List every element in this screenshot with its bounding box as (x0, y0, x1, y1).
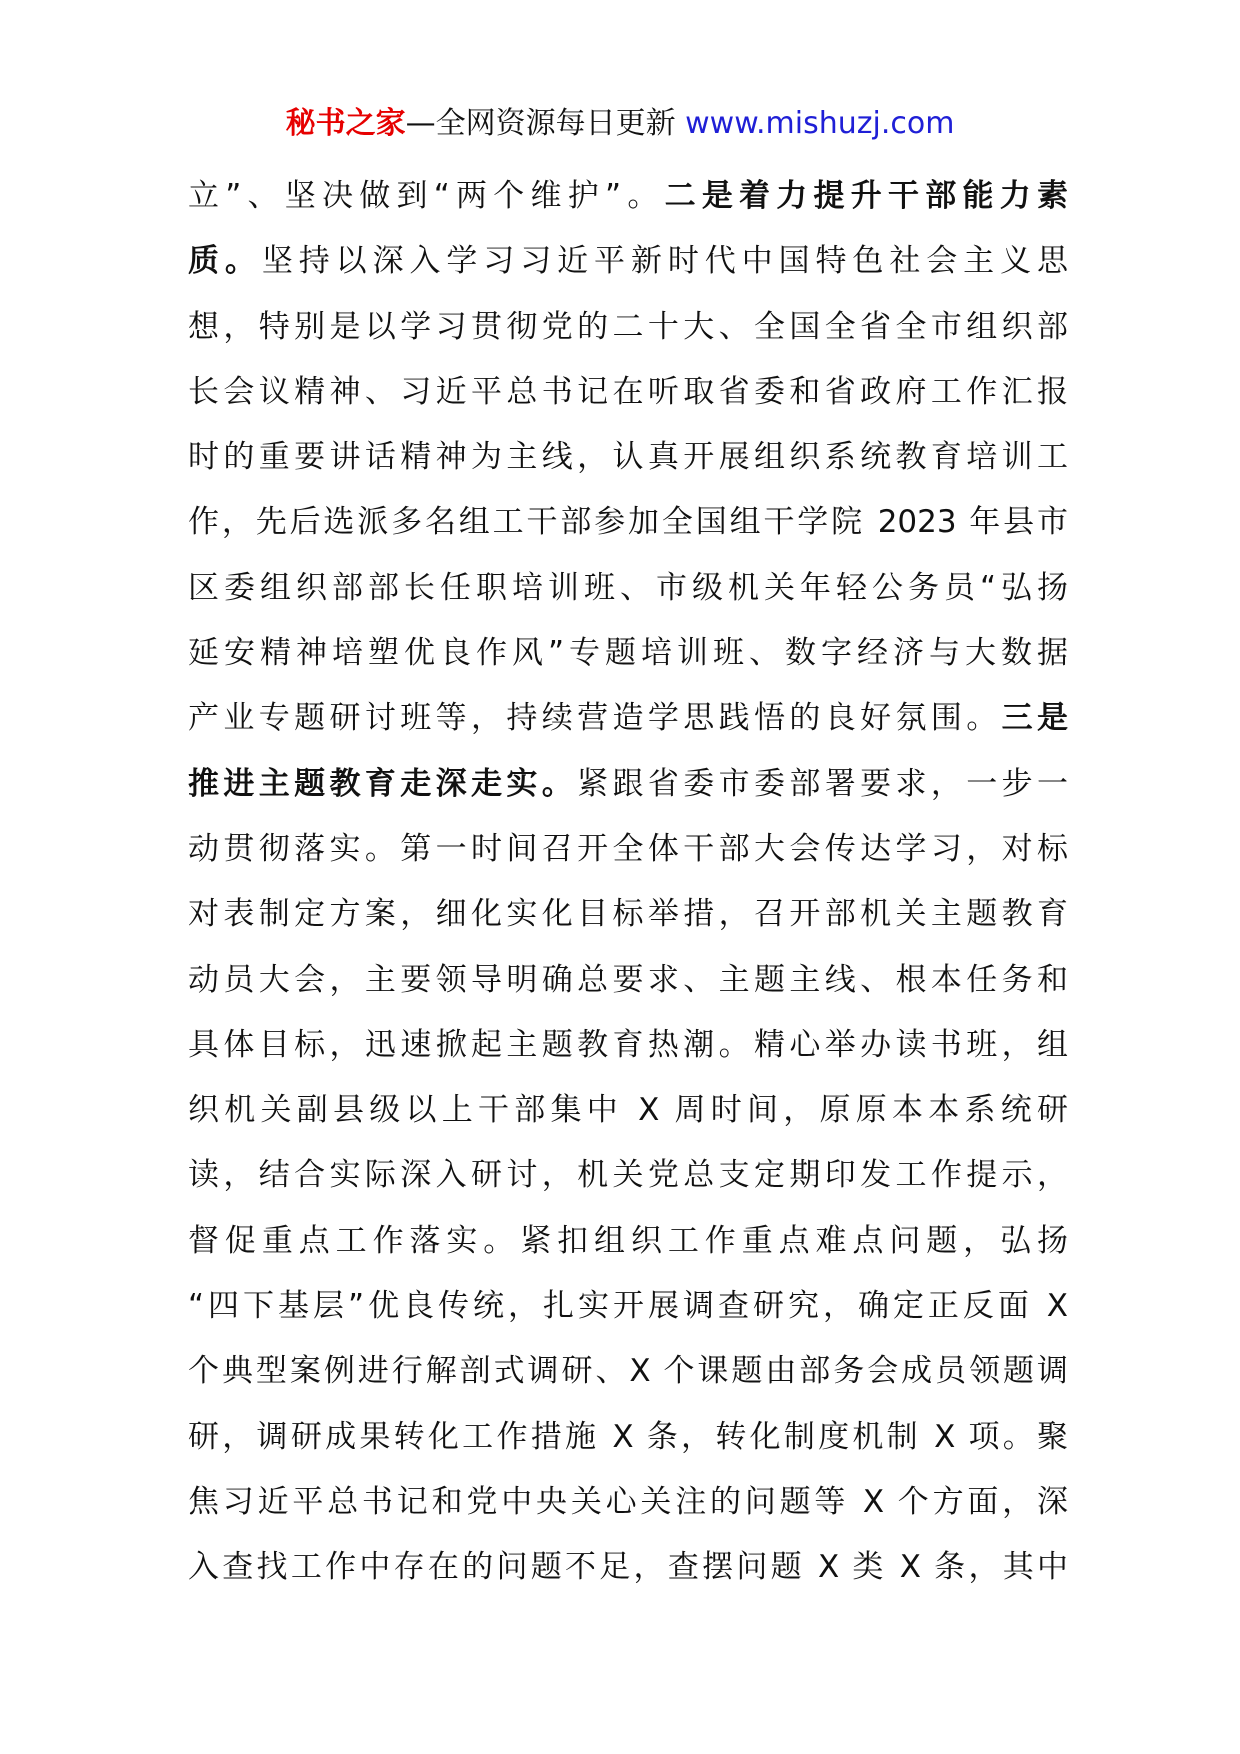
body-text: 具体目标，迅速掀起主题教育热潮。精心举办读书班，组 (188, 1026, 1068, 1063)
text-line (188, 686, 1068, 751)
text-line (188, 817, 1068, 882)
document-body (188, 164, 1068, 1601)
text-line (188, 425, 1068, 490)
text-line (188, 556, 1068, 621)
body-text: 动贯彻落实。第一时间召开全体干部大会传达学习，对标 (188, 830, 1068, 867)
text-line (188, 360, 1068, 425)
website-link[interactable]: www.mishuzj.com (685, 106, 955, 141)
text-line (188, 1013, 1068, 1078)
page-header (0, 104, 1240, 144)
body-text: 立”、坚决做到“两个维护”。 (188, 178, 665, 214)
text-line (188, 1209, 1068, 1274)
text-line (188, 164, 1068, 229)
brand-name: 秘书之家 (285, 106, 406, 141)
bold-heading-text: 推进主题教育走深走实。 (188, 765, 578, 802)
text-line (188, 229, 1068, 294)
body-text: 长会议精神、习近平总书记在听取省委和省政府工作汇报 (188, 373, 1068, 410)
body-text: 作，先后选派多名组工干部参加全国组干学院 2023 年县市 (188, 504, 1068, 541)
body-text: 区委组织部部长任职培训班、市级机关年轻公务员“弘扬 (188, 569, 1068, 606)
text-line (188, 490, 1068, 555)
body-text: 延安精神培塑优良作风”专题培训班、数字经济与大数据 (188, 635, 1068, 672)
text-line (188, 1078, 1068, 1143)
body-text: 动员大会，主要领导明确总要求、主题主线、根本任务和 (188, 961, 1068, 998)
body-text: 产业专题研讨班等，持续营造学思践悟的良好氛围。 (188, 700, 1002, 737)
body-text: 焦习近平总书记和党中央关心关注的问题等 X 个方面，深 (188, 1483, 1068, 1520)
text-line (188, 1405, 1068, 1470)
body-text: “四下基层”优良传统，扎实开展调查研究，确定正反面 X (188, 1288, 1068, 1325)
body-text: 对表制定方案，细化实化目标举措，召开部机关主题教育 (188, 896, 1068, 933)
body-text: 织机关副县级以上干部集中 X 周时间，原原本本系统研 (188, 1092, 1068, 1129)
body-text: 读，结合实际深入研讨，机关党总支定期印发工作提示， (188, 1157, 1068, 1194)
text-line (188, 882, 1068, 947)
body-text: 研，调研成果转化工作措施 X 条，转化制度机制 X 项。聚 (188, 1418, 1068, 1455)
text-line (188, 295, 1068, 360)
header-tagline: —全网资源每日更新 (405, 106, 686, 141)
bold-heading-text: 三是 (1001, 700, 1068, 737)
body-text: 个典型案例进行解剖式调研、X 个课题由部务会成员领题调 (188, 1353, 1068, 1390)
body-text: 督促重点工作落实。紧扣组织工作重点难点问题，弘扬 (188, 1222, 1068, 1259)
body-text: 时的重要讲话精神为主线，认真开展组织系统教育培训工 (188, 439, 1068, 476)
body-text: 想，特别是以学习贯彻党的二十大、全国全省全市组织部 (188, 308, 1068, 345)
bold-heading-text: 二是着力提升干部能力素 (664, 178, 1068, 214)
text-line (188, 1470, 1068, 1535)
text-line (188, 752, 1068, 817)
body-text: 坚持以深入学习习近平新时代中国特色社会主义思 (261, 243, 1068, 280)
text-line (188, 1274, 1068, 1339)
body-text: 入查找工作中存在的问题不足，查摆问题 X 类 X 条，其中 (188, 1549, 1068, 1586)
bold-heading-text: 质。 (188, 243, 262, 280)
text-line (188, 1339, 1068, 1404)
text-line (188, 1535, 1068, 1600)
text-line (188, 948, 1068, 1013)
text-line (188, 621, 1068, 686)
text-line (188, 1143, 1068, 1208)
body-text: 紧跟省委市委部署要求，一步一 (577, 765, 1068, 802)
